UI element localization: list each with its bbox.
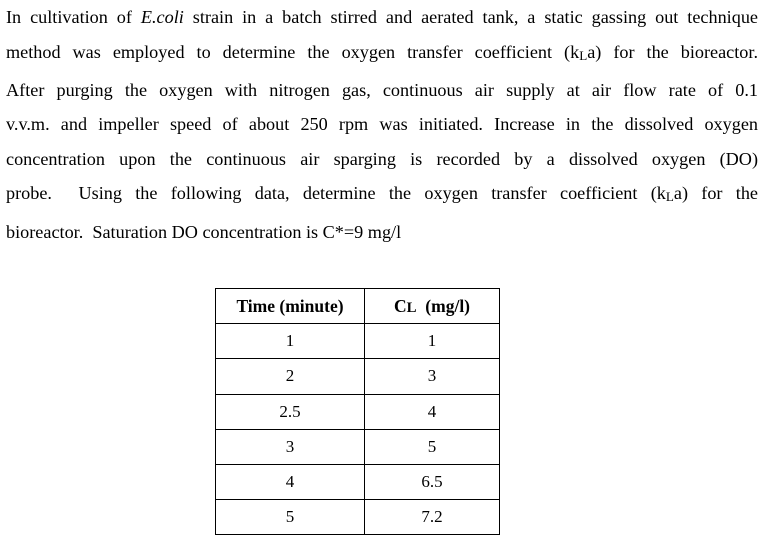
- kla-subscript: L: [579, 47, 588, 63]
- problem-line-3: [6, 73, 758, 108]
- problem-line-2: [6, 35, 758, 73]
- time-cell: 2: [216, 359, 365, 394]
- line4-text: v.v.m. and impeller speed of about 250 rpm was initiated. Increase in the dissolved oxygen: [6, 114, 758, 135]
- cl-header-subscript: L: [406, 299, 417, 316]
- line1-text-b: strain in a batch stirred and aerated tank, a static gassing out technique: [183, 7, 758, 27]
- table-row: [216, 464, 500, 499]
- time-cell: 4: [216, 464, 365, 499]
- line2-text-b: a) for the bioreactor.: [587, 41, 758, 62]
- cl-cell: 5: [365, 429, 500, 464]
- table-row: [216, 359, 500, 394]
- line3-text: After purging the oxygen with nitrogen gas, continuous air supply at air flow rate of 0.1: [6, 79, 758, 100]
- table-row: [216, 429, 500, 464]
- cl-cell: 6.5: [365, 464, 500, 499]
- table-row: [216, 394, 500, 429]
- time-cell: 3: [216, 429, 365, 464]
- problem-line-6: [6, 176, 758, 214]
- cl-header-symbol: C: [393, 295, 407, 316]
- line1-text-a: In cultivation of: [6, 7, 141, 27]
- cl-header: [365, 289, 500, 324]
- cl-cell: 1: [365, 324, 500, 359]
- cl-cell: 4: [365, 394, 500, 429]
- time-cell: 5: [216, 500, 365, 535]
- time-cell: 2.5: [216, 394, 365, 429]
- table-header-row: [216, 289, 500, 324]
- cl-cell: 7.2: [365, 500, 500, 535]
- table-row: [216, 500, 500, 535]
- time-cell: 1: [216, 324, 365, 359]
- problem-line-4: [6, 107, 758, 142]
- line6-text-b: a) for the: [673, 183, 758, 204]
- do-data-table: [215, 288, 500, 535]
- cl-header-unit: (mg/l): [416, 295, 471, 316]
- cl-cell: 3: [365, 359, 500, 394]
- organism-name: E.coli: [140, 7, 184, 27]
- time-header: Time (minute): [216, 289, 365, 324]
- problem-statement: [6, 0, 758, 249]
- line2-text-a: method was employed to determine the oxygen transfer coefficient (k: [6, 41, 580, 62]
- problem-line-5: [6, 142, 758, 177]
- table-row: [216, 324, 500, 359]
- line5-text: concentration upon the continuous air sparging is recorded by a dissolved oxygen (DO): [6, 148, 758, 169]
- problem-line-1: [6, 0, 758, 35]
- problem-line-7: [6, 215, 758, 250]
- line7-text: bioreactor. Saturation DO concentration is C*=9 mg/l: [6, 221, 402, 242]
- kla-subscript: L: [665, 189, 674, 205]
- line6-text-a: probe. Using the following data, determine the oxygen transfer coefficient (k: [6, 183, 666, 204]
